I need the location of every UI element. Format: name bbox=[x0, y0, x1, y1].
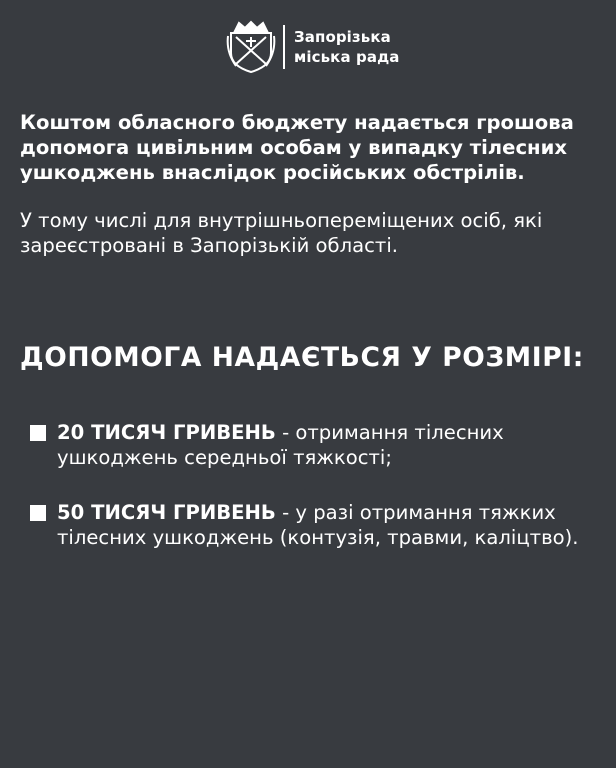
list-item-amount: 20 ТИСЯЧ ГРИВЕНЬ bbox=[57, 421, 276, 444]
list-item-description: - у разі отримання тяжких тілесних ушкоджень (контузія, травми, каліцтво). bbox=[57, 501, 579, 549]
note-paragraph: У тому числі для внутрішньопереміщених осіб, які зареєстровані в Запорізькій області. bbox=[20, 209, 543, 257]
square-bullet-icon bbox=[30, 505, 46, 521]
header-divider bbox=[283, 25, 285, 69]
intro-paragraph: Коштом обласного бюджету надається грошова допомога цивільним особам у випадку тілесних ушкоджень внаслідок російських обстрілів. bbox=[20, 111, 574, 184]
list-item-amount: 50 ТИСЯЧ ГРИВЕНЬ bbox=[57, 501, 276, 524]
list-item bbox=[30, 500, 590, 550]
org-name-line-2: міська рада bbox=[294, 48, 400, 66]
org-name-line-1: Запорізька bbox=[294, 28, 391, 46]
section-heading: ДОПОМОГА НАДАЄТЬСЯ У РОЗМІРІ: bbox=[20, 342, 584, 373]
city-coat-of-arms-icon bbox=[226, 20, 276, 74]
header bbox=[226, 20, 400, 74]
list-item-text bbox=[30, 500, 590, 550]
list-item-text bbox=[30, 420, 590, 470]
org-name bbox=[294, 27, 400, 67]
square-bullet-icon bbox=[30, 425, 46, 441]
list-item bbox=[30, 420, 590, 470]
list-item-description: - отримання тілесних ушкоджень середньої тяжкості; bbox=[57, 421, 504, 469]
